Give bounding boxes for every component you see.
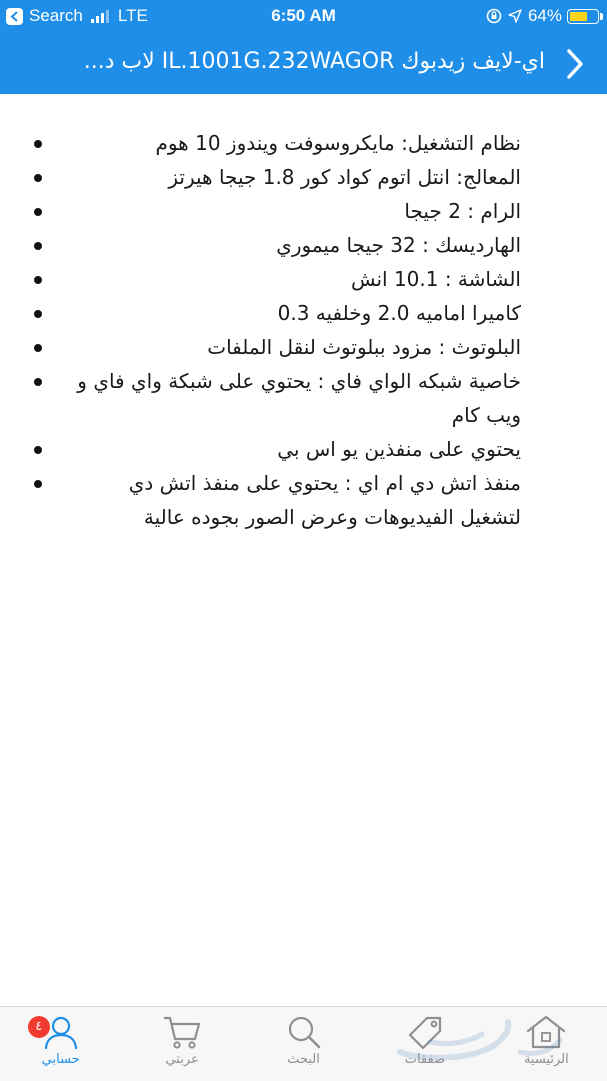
spec-item-processor xyxy=(62,160,521,194)
tab-account[interactable] xyxy=(0,1007,121,1081)
search-icon xyxy=(284,1015,324,1049)
tab-bar xyxy=(0,1006,607,1081)
location-arrow-icon xyxy=(508,9,522,23)
spec-item-wifi xyxy=(62,364,521,432)
spec-item-os xyxy=(62,126,521,160)
spec-item-usb xyxy=(62,432,521,466)
spec-item-storage xyxy=(62,228,521,262)
tab-home[interactable] xyxy=(486,1007,607,1081)
spec-text: البلوتوث : مزود ببلوتوث لنقل الملفات xyxy=(207,335,521,359)
spec-text: الشاشة : 10.1 انش xyxy=(350,267,521,291)
notification-badge: ٤ xyxy=(28,1016,50,1038)
navigation-bar xyxy=(0,34,607,94)
battery-percent: 64% xyxy=(527,6,562,25)
tab-label: البحث xyxy=(287,1052,320,1067)
status-bar-right xyxy=(486,6,599,26)
spec-item-camera xyxy=(62,296,521,330)
tag-icon xyxy=(405,1015,445,1049)
status-time: 6:50 AM xyxy=(271,6,336,25)
back-to-app-label[interactable]: Search xyxy=(29,6,83,25)
spec-text: الرام : 2 جيجا xyxy=(404,199,521,223)
tab-cart[interactable] xyxy=(121,1007,242,1081)
network-type: LTE xyxy=(117,6,148,25)
tab-label: عربتي xyxy=(165,1052,199,1067)
tab-label: صفقات xyxy=(404,1052,446,1067)
status-bar xyxy=(0,0,607,34)
cart-icon xyxy=(161,1015,203,1049)
spec-item-screen xyxy=(62,262,521,296)
spec-text: خاصية شبكه الواي فاي : يحتوي على شبكة واي فاي و ويب كام xyxy=(77,369,521,427)
home-icon xyxy=(525,1015,567,1049)
spec-item-bluetooth xyxy=(62,330,521,364)
chevron-right-icon[interactable] xyxy=(561,46,589,82)
product-description xyxy=(0,94,607,1004)
battery-icon xyxy=(567,9,599,24)
spec-text: الهارديسك : 32 جيجا ميموري xyxy=(276,233,521,257)
spec-item-ram xyxy=(62,194,521,228)
spec-text: المعالج: انتل اتوم كواد كور 1.8 جيجا هيرتز xyxy=(168,165,521,189)
tab-search[interactable] xyxy=(243,1007,364,1081)
spec-text: نظام التشغيل: مايكروسوفت ويندوز 10 هوم xyxy=(155,131,521,155)
spec-text: كاميرا اماميه 2.0 وخلفيه 0.3 xyxy=(277,301,521,325)
tab-label: الرئيسية xyxy=(523,1052,569,1067)
battery-level xyxy=(570,12,587,21)
spec-text: يحتوي على منفذين يو اس بي xyxy=(277,437,521,461)
tab-label: حسابي xyxy=(41,1052,80,1067)
orientation-lock-icon xyxy=(486,8,502,24)
page-title: اي-لايف زيدبوك IL.1001G.232WAGOR لاب د... xyxy=(83,49,545,74)
spec-item-hdmi xyxy=(62,466,521,534)
spec-text: منفذ اتش دي ام اي : يحتوي على منفذ اتش دي لتشغيل الفيديوهات وعرض الصور بجوده عالية xyxy=(128,471,521,529)
tab-deals[interactable] xyxy=(364,1007,485,1081)
spec-list xyxy=(62,126,521,534)
